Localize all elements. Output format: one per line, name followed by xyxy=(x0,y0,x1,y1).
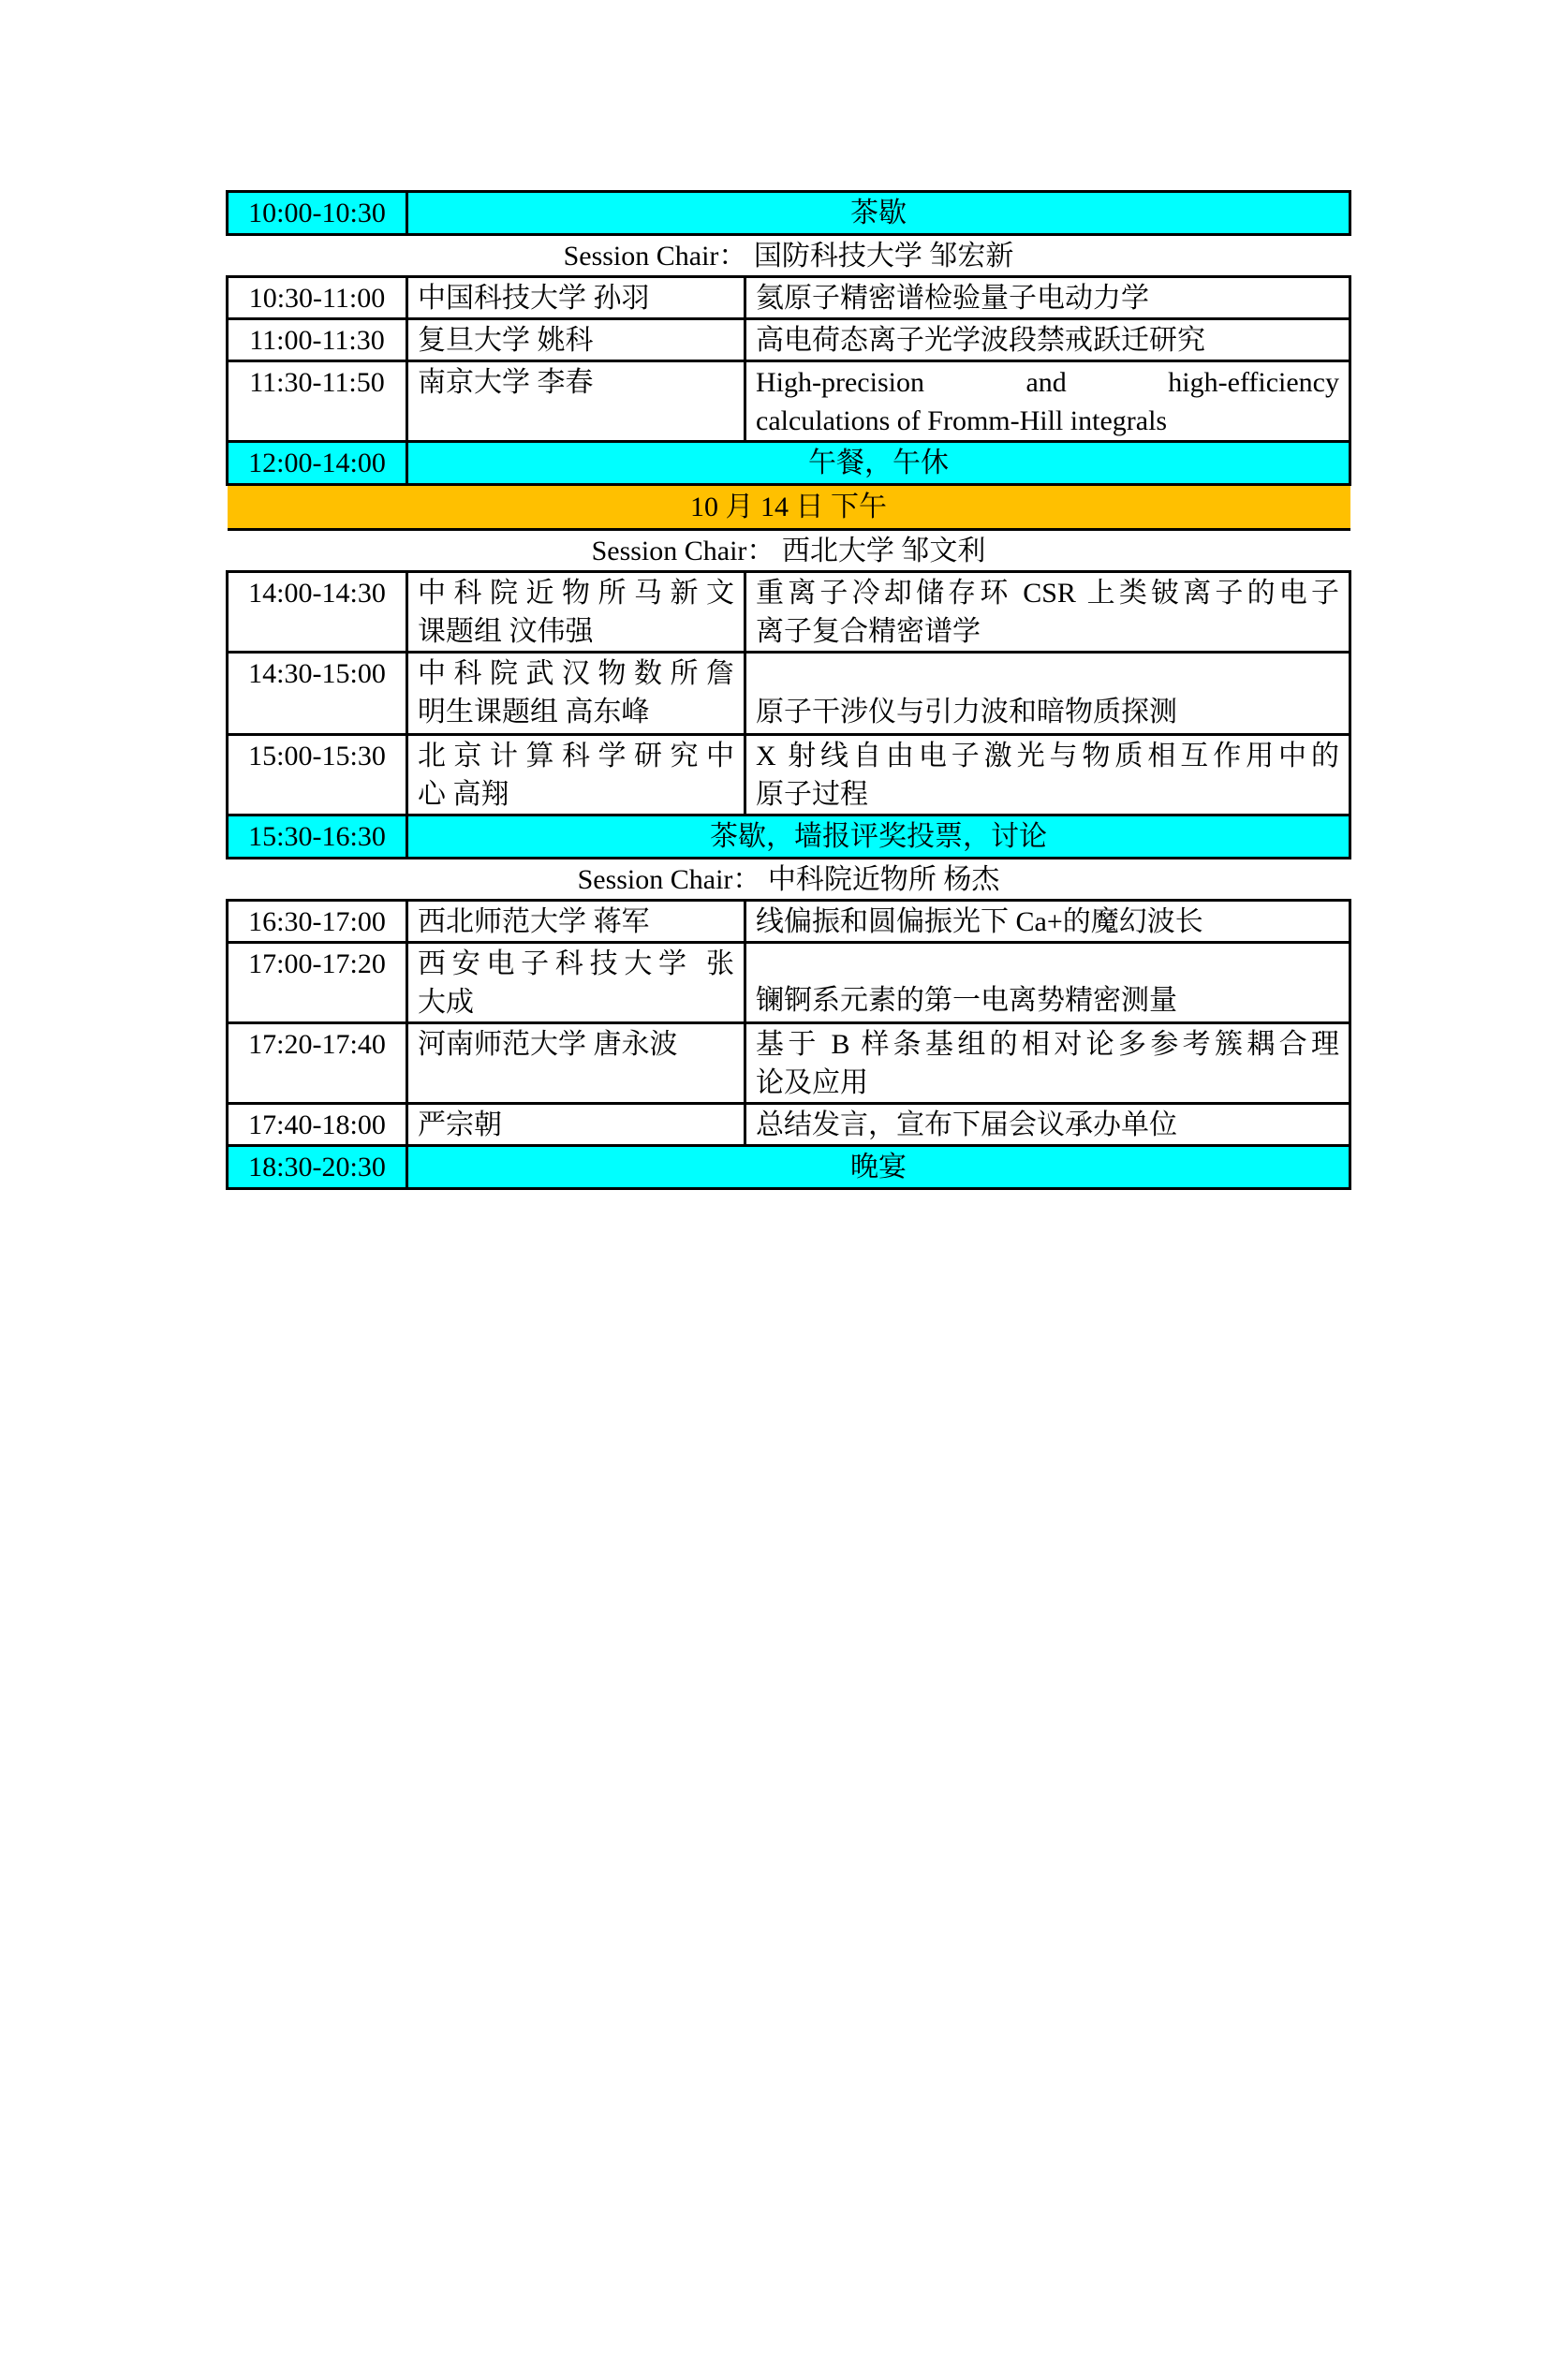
session-chair-label: Session Chair： 国防科技大学 邹宏新 xyxy=(228,235,1350,277)
speaker-cell xyxy=(407,1023,745,1104)
title-cell xyxy=(745,653,1350,735)
title-line: 氦原子精密谱检验量子电动力学 xyxy=(756,282,1149,314)
table-row-break xyxy=(228,815,1350,859)
table-row-talk xyxy=(228,277,1350,319)
speaker-cell xyxy=(407,943,745,1023)
title-line: 线偏振和圆偏振光下 Ca+的魔幻波长 xyxy=(756,905,1203,937)
title-line: High-precision and high-efficiency xyxy=(756,367,1339,398)
speaker-line: 严宗朝 xyxy=(418,1109,502,1140)
speaker-cell xyxy=(407,735,745,815)
speaker-line: 西北师范大学 蒋军 xyxy=(418,905,650,937)
title-cell xyxy=(745,361,1350,442)
table-row-talk xyxy=(228,1104,1350,1146)
title-line: 重离子冷却储存环 CSR 上类铍离子的电子 xyxy=(756,578,1339,609)
speaker-cell xyxy=(407,901,745,943)
speaker-cell xyxy=(407,1104,745,1146)
table-row-break xyxy=(228,442,1350,485)
speaker-cell xyxy=(407,653,745,735)
title-cell xyxy=(745,735,1350,815)
time-cell: 10:30-11:00 xyxy=(228,277,407,319)
time-cell: 11:00-11:30 xyxy=(228,319,407,361)
break-label: 午餐，午休 xyxy=(407,442,1350,485)
time-cell: 17:20-17:40 xyxy=(228,1023,407,1104)
time-cell: 15:00-15:30 xyxy=(228,735,407,815)
title-cell xyxy=(745,319,1350,361)
title-line: 原子干涉仪与引力波和暗物质探测 xyxy=(756,697,1177,727)
table-row-break xyxy=(228,192,1350,235)
title-line: 离子复合精密谱学 xyxy=(756,616,981,647)
table-row-talk xyxy=(228,901,1350,943)
title-cell xyxy=(745,572,1350,653)
time-cell: 14:30-15:00 xyxy=(228,653,407,735)
time-cell: 14:00-14:30 xyxy=(228,572,407,653)
speaker-line: 南京大学 李春 xyxy=(418,367,594,398)
title-line: 基于 B 样条基组的相对论多参考簇耦合理 xyxy=(756,1029,1339,1060)
document-page xyxy=(0,190,1549,2380)
title-line: X 射线自由电子激光与物质相互作用中的 xyxy=(756,741,1339,771)
table-row-date-header xyxy=(228,485,1350,530)
session-chair-label: Session Chair： 中科院近物所 杨杰 xyxy=(228,859,1350,901)
speaker-line: 大成 xyxy=(418,987,474,1018)
speaker-cell xyxy=(407,277,745,319)
title-cell xyxy=(745,943,1350,1023)
speaker-line: 北京计算科学研究中 xyxy=(418,741,734,771)
table-row-talk xyxy=(228,319,1350,361)
table-row-talk xyxy=(228,735,1350,815)
break-label: 茶歇，墙报评奖投票，讨论 xyxy=(407,815,1350,859)
time-cell: 10:00-10:30 xyxy=(228,192,407,235)
title-line: 总结发言，宣布下届会议承办单位 xyxy=(756,1109,1177,1140)
table-row-talk xyxy=(228,361,1350,442)
table-row-break xyxy=(228,1146,1350,1189)
table-row-talk xyxy=(228,1023,1350,1104)
table-row-session-chair xyxy=(228,859,1350,901)
break-label: 茶歇 xyxy=(407,192,1350,235)
schedule-table xyxy=(226,190,1351,1190)
speaker-line: 西安电子科技大学 张 xyxy=(418,948,734,979)
session-chair-label: Session Chair： 西北大学 邹文利 xyxy=(228,530,1350,572)
speaker-cell xyxy=(407,361,745,442)
table-row-talk xyxy=(228,943,1350,1023)
title-cell xyxy=(745,901,1350,943)
speaker-line: 河南师范大学 唐永波 xyxy=(418,1029,678,1060)
speaker-line: 明生课题组 高东峰 xyxy=(418,697,650,727)
date-header-label: 10 月 14 日 下午 xyxy=(228,485,1350,530)
title-cell xyxy=(745,277,1350,319)
speaker-cell xyxy=(407,319,745,361)
title-line: 原子过程 xyxy=(756,779,868,810)
table-row-talk xyxy=(228,653,1350,735)
table-row-talk xyxy=(228,572,1350,653)
time-cell: 12:00-14:00 xyxy=(228,442,407,485)
title-line: 高电荷态离子光学波段禁戒跃迁研究 xyxy=(756,324,1205,356)
title-cell xyxy=(745,1104,1350,1146)
table-row-session-chair xyxy=(228,530,1350,572)
table-row-session-chair xyxy=(228,235,1350,277)
speaker-line: 心 高翔 xyxy=(418,779,509,810)
time-cell: 18:30-20:30 xyxy=(228,1146,407,1189)
time-cell: 11:30-11:50 xyxy=(228,361,407,442)
time-cell: 15:30-16:30 xyxy=(228,815,407,859)
title-line: calculations of Fromm-Hill integrals xyxy=(756,405,1168,436)
time-cell: 16:30-17:00 xyxy=(228,901,407,943)
time-cell: 17:00-17:20 xyxy=(228,943,407,1023)
speaker-line: 复旦大学 姚科 xyxy=(418,324,594,356)
title-cell xyxy=(745,1023,1350,1104)
speaker-line: 中国科技大学 孙羽 xyxy=(418,282,650,314)
break-label: 晚宴 xyxy=(407,1146,1350,1189)
speaker-line: 中科院武汉物数所詹 xyxy=(418,658,734,689)
title-line: 论及应用 xyxy=(756,1067,868,1098)
time-cell: 17:40-18:00 xyxy=(228,1104,407,1146)
title-line: 镧锕系元素的第一电离势精密测量 xyxy=(756,985,1177,1016)
speaker-cell xyxy=(407,572,745,653)
speaker-line: 中科院近物所马新文 xyxy=(418,578,734,609)
speaker-line: 课题组 汶伟强 xyxy=(418,616,594,647)
